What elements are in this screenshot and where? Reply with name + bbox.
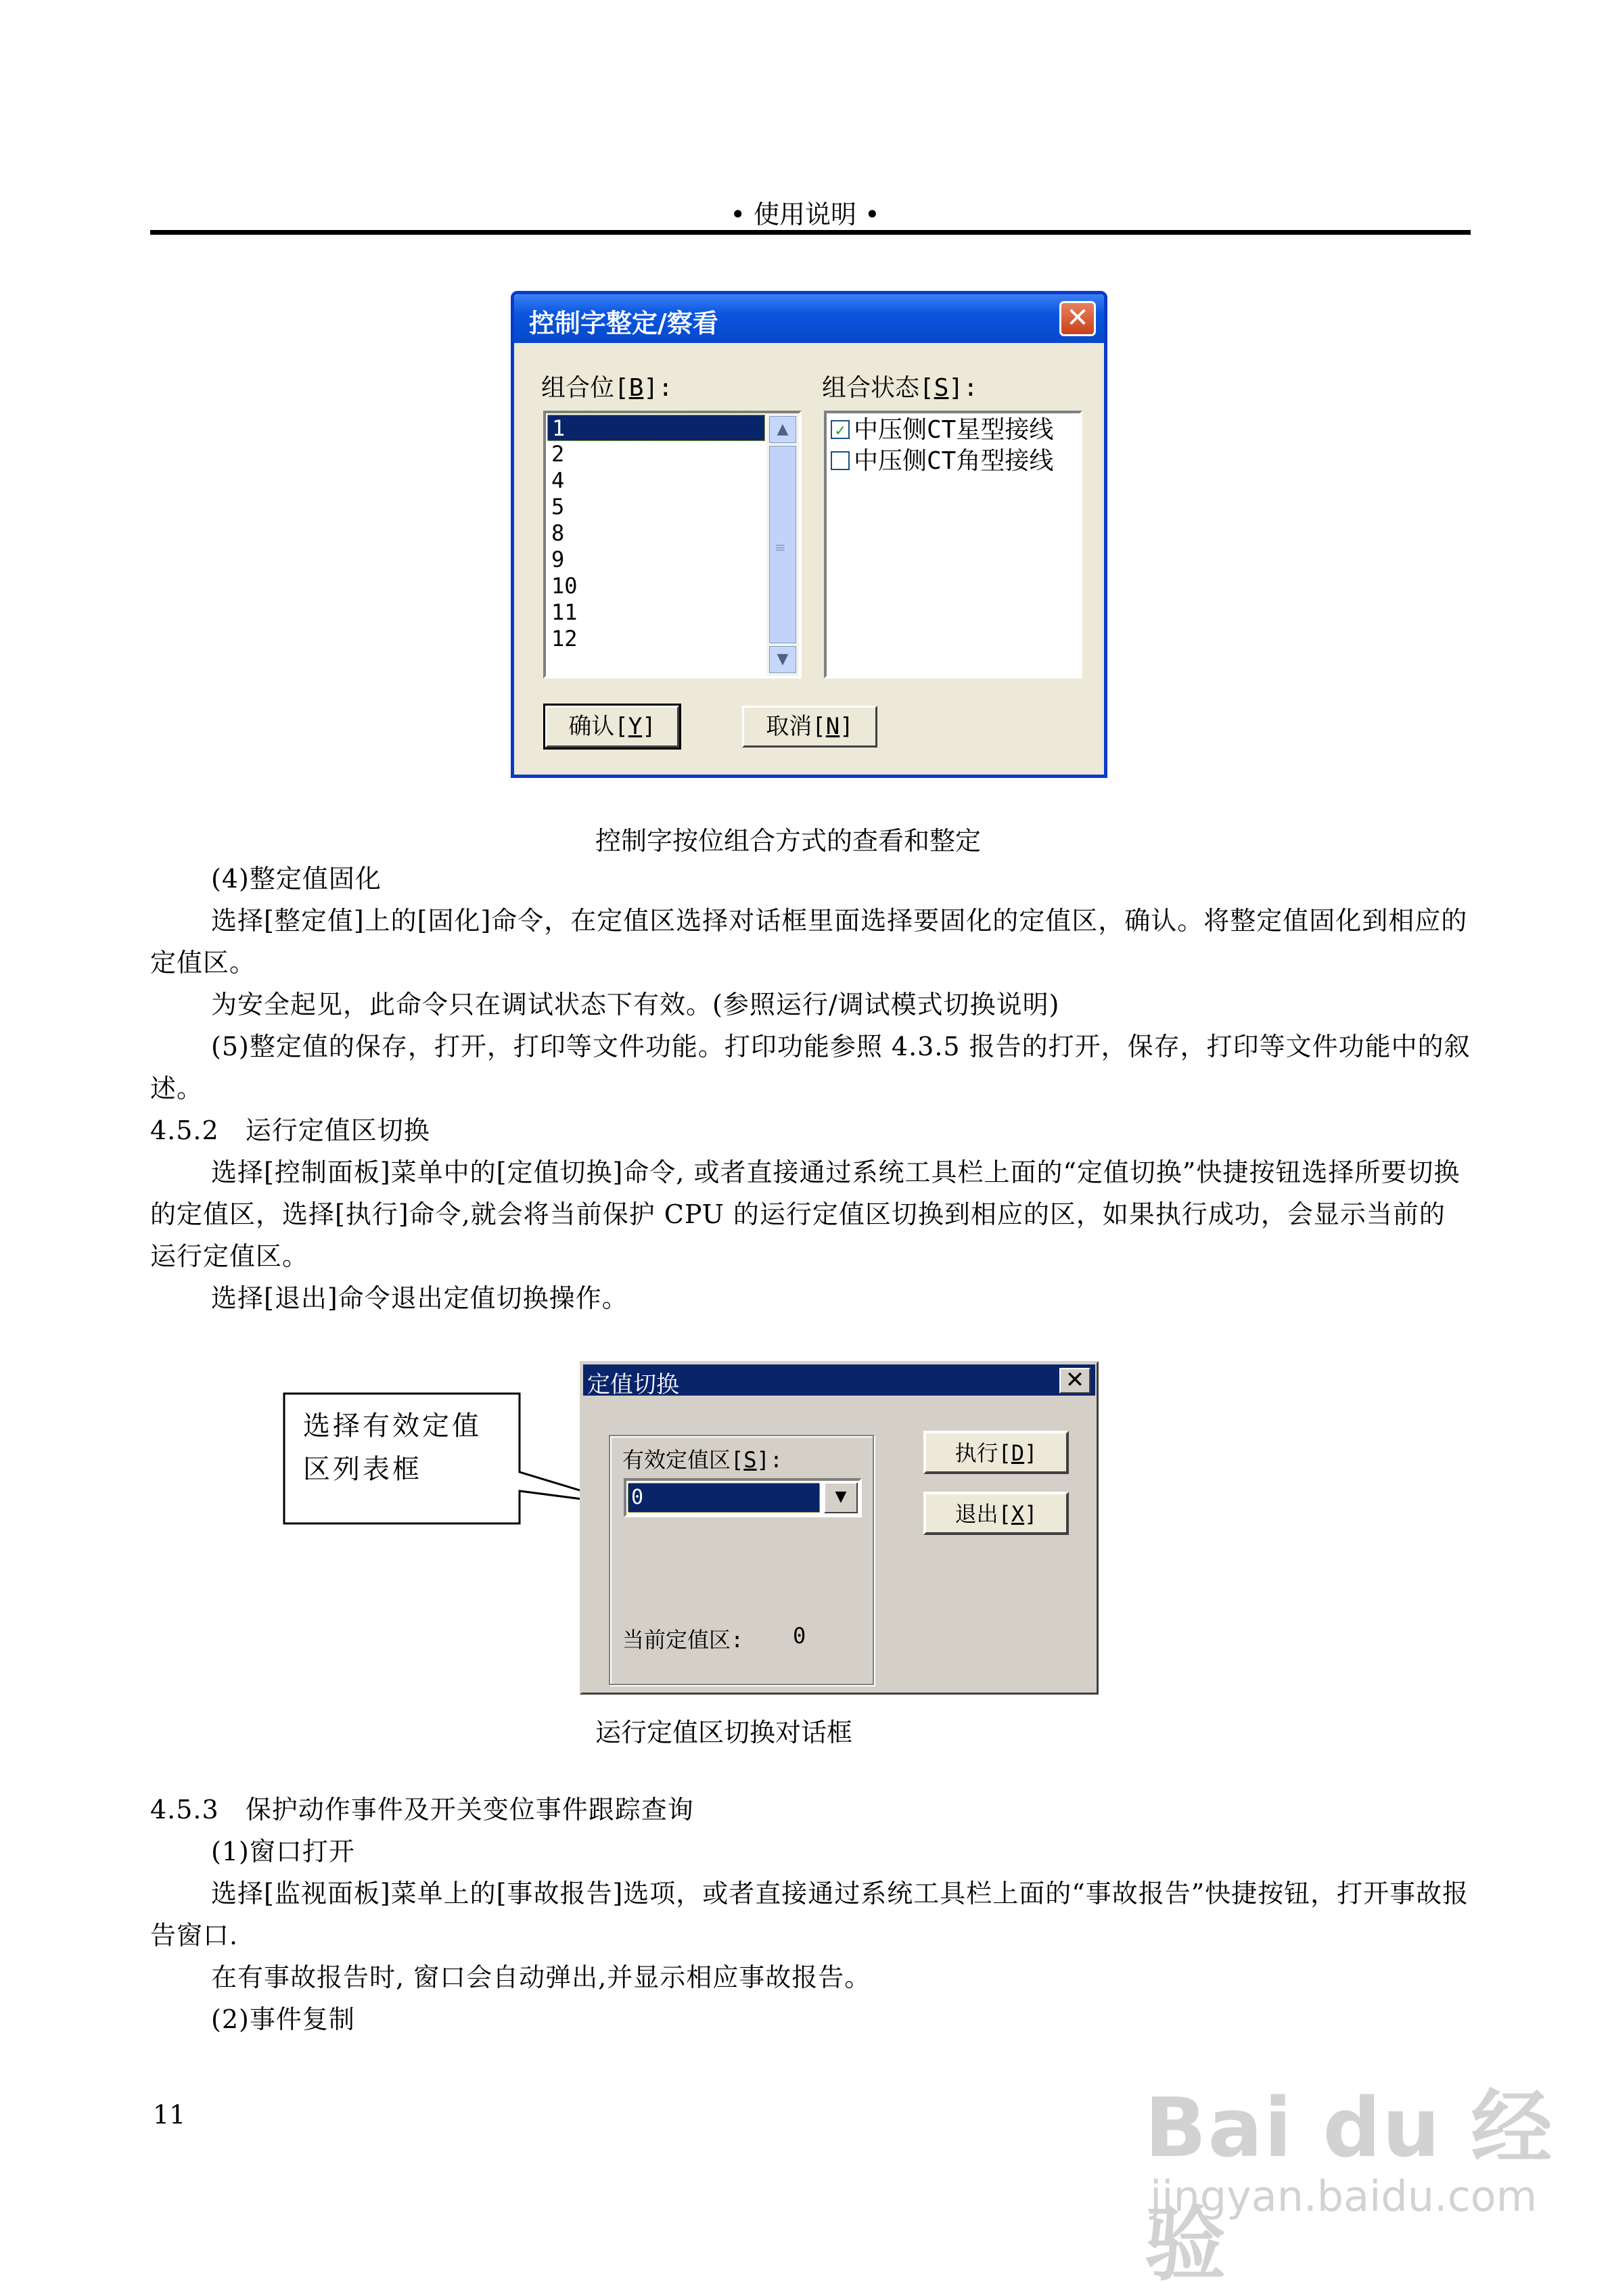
list-item[interactable]: 12 xyxy=(551,626,578,651)
paragraph: (5)整定值的保存，打开，打印等文件功能。打印功能参照 4.3.5 报告的打开，保存，打印等文件功能中的叙述。 xyxy=(150,1032,1471,1103)
list-item[interactable]: 5 xyxy=(551,494,565,520)
list-item[interactable]: 10 xyxy=(551,573,578,599)
paragraph: 选择[控制面板]菜单中的[定值切换]命令, 或者直接通过系统工具栏上面的“定值切换”快捷按钮选择所要切换的定值区，选择[执行]命令,就会将当前保护 CPU 的运行定值区切换到相应的区，如果执行成功，会显示当前的运行定值区。 xyxy=(150,1157,1460,1271)
valid-zone-combobox[interactable] xyxy=(624,1478,862,1517)
section-heading-4-5-3: 4.5.3 保护动作事件及开关变位事件跟踪查询 xyxy=(150,1795,694,1824)
list-item[interactable]: 2 xyxy=(551,441,565,467)
list-item[interactable]: 4 xyxy=(551,467,565,493)
page-number: 11 xyxy=(153,2100,186,2130)
list-item[interactable]: 8 xyxy=(551,520,565,546)
valid-zone-label: 有效定值区[S]: xyxy=(622,1447,783,1473)
list-item[interactable]: 1 xyxy=(547,415,765,441)
state-label: 中压侧CT星型接线 xyxy=(854,416,1054,444)
paragraph: (4)整定值固化 xyxy=(211,864,382,894)
execute-button[interactable]: 执行[D] xyxy=(923,1431,1069,1474)
ok-button[interactable]: 确认[Y] xyxy=(545,706,679,748)
checkbox-checked-icon[interactable]: ✓ xyxy=(831,420,850,439)
paragraph: 在有事故报告时, 窗口会自动弹出,并显示相应事故报告。 xyxy=(211,1962,871,1992)
caption-control-word: 控制字按位组合方式的查看和整定 xyxy=(595,826,982,856)
cancel-button[interactable]: 取消[N] xyxy=(742,706,877,748)
zone-switch-dialog xyxy=(580,1361,1099,1695)
paragraph: (2)事件复制 xyxy=(211,2004,355,2034)
valid-zone-selected: 0 xyxy=(628,1483,820,1513)
close-icon[interactable]: ✕ xyxy=(1059,1368,1090,1394)
chevron-down-icon[interactable]: ▼ xyxy=(824,1482,858,1513)
page-header-title: • 使用说明 • xyxy=(730,200,880,229)
paragraph: (1)窗口打开 xyxy=(211,1837,355,1866)
list-item[interactable]: 11 xyxy=(551,599,578,625)
current-zone-label: 当前定值区: xyxy=(622,1627,744,1653)
exit-button[interactable]: 退出[X] xyxy=(923,1492,1069,1535)
paragraph: 选择[监视面板]菜单上的[事故报告]选项，或者直接通过系统工具栏上面的“事故报告”快捷按钮，打开事故报告窗口. xyxy=(150,1879,1469,1950)
callout-text: 选择有效定值 区列表框 xyxy=(303,1410,482,1485)
caption-zone-switch: 运行定值区切换对话框 xyxy=(595,1718,853,1747)
grip-icon: ≡ xyxy=(775,539,786,555)
scroll-down-icon[interactable]: ▼ xyxy=(769,646,796,673)
scroll-up-icon[interactable]: ▲ xyxy=(769,416,796,443)
current-zone-value: 0 xyxy=(793,1623,806,1649)
combo-bits-label: 组合位[B]: xyxy=(541,374,673,402)
watermark-url: jingyan.baidu.com xyxy=(1150,2172,1538,2221)
list-item[interactable]: 9 xyxy=(551,547,565,572)
state-label: 中压侧CT角型接线 xyxy=(854,447,1054,475)
paragraph: 为安全起见，此命令只在调试状态下有效。(参照运行/调试模式切换说明) xyxy=(211,990,1060,1019)
close-icon[interactable]: ✕ xyxy=(1059,301,1096,336)
zone-switch-dialog-title: 定值切换 xyxy=(587,1371,679,1398)
paragraph: 选择[退出]命令退出定值切换操作。 xyxy=(211,1283,628,1313)
section-heading-4-5-2: 4.5.2 运行定值区切换 xyxy=(150,1116,430,1145)
paragraph: 选择[整定值]上的[固化]命令，在定值区选择对话框里面选择要固化的定值区，确认。将整定值固化到相应的定值区。 xyxy=(150,906,1468,978)
zone-switch-dialog-titlebar[interactable] xyxy=(583,1364,1095,1396)
control-word-dialog-title: 控制字整定/察看 xyxy=(529,308,718,338)
baidu-jingyan-watermark: Bai du 经验 xyxy=(1145,2082,1554,2292)
combo-state-label: 组合状态[S]: xyxy=(822,374,978,402)
